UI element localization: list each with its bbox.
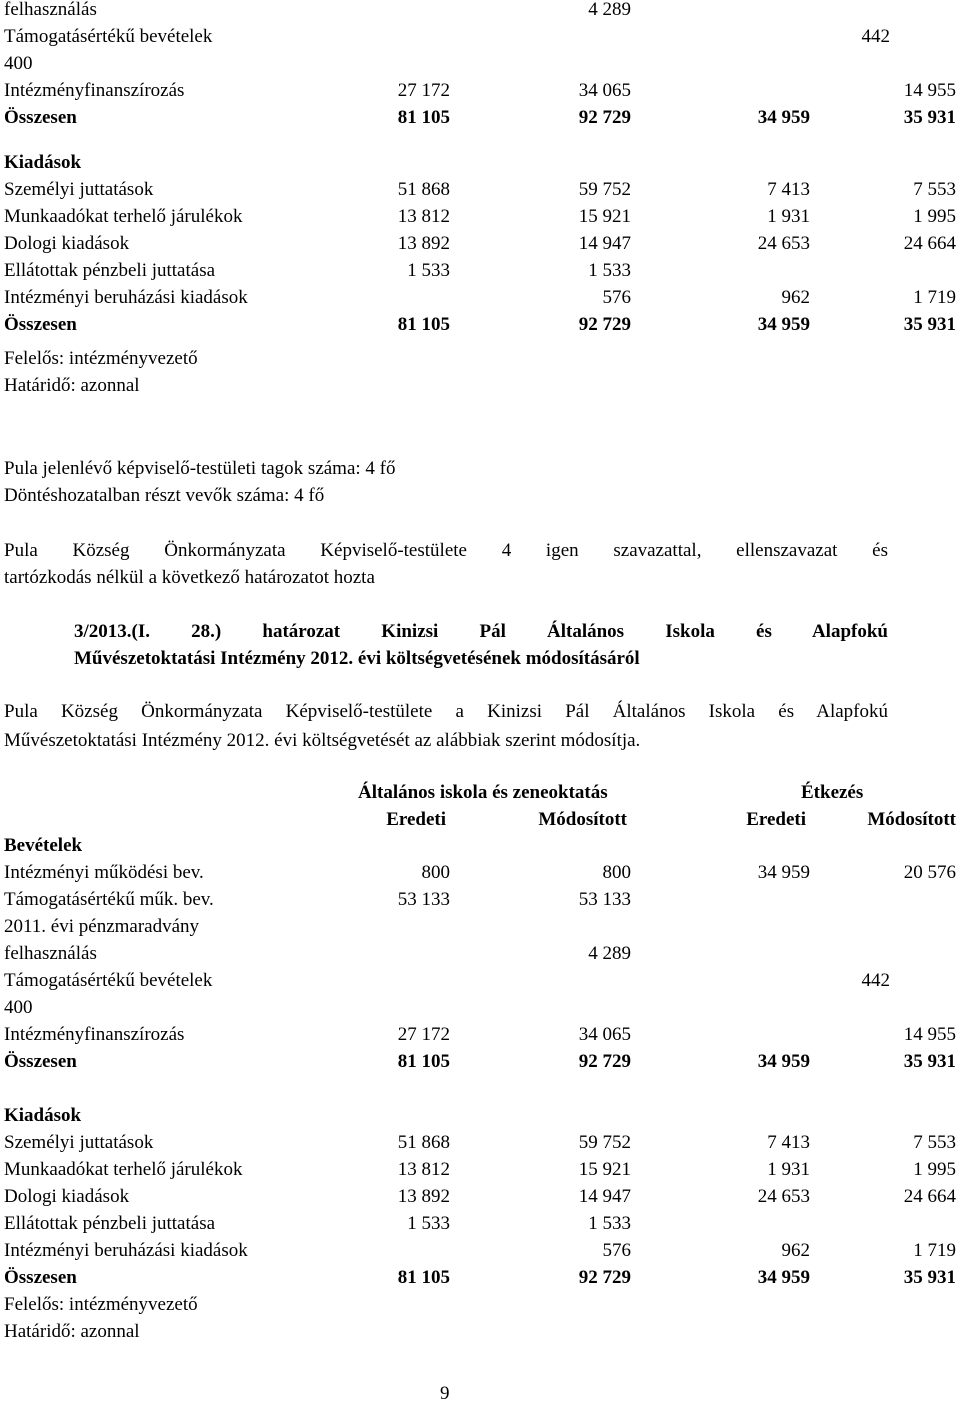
row-label: Ellátottak pénzbeli juttatása bbox=[4, 260, 216, 281]
resolution-body-line2: Művészetoktatási Intézmény 2012. évi költségvetését az alábbiak szerint módosítja. bbox=[4, 730, 641, 751]
cell-value: 81 105 bbox=[397, 1267, 450, 1288]
cell-value: 92 729 bbox=[578, 314, 631, 335]
resolution-title-line2: Művészetoktatási Intézmény 2012. évi költségvetésének módosításáról bbox=[74, 648, 640, 669]
cell-value: 15 921 bbox=[578, 1159, 631, 1180]
row-label: Támogatásértékű bevételek bbox=[4, 970, 213, 991]
table-row bbox=[4, 886, 956, 913]
cell-value: 92 729 bbox=[578, 1051, 631, 1072]
cell-value: 35 931 bbox=[903, 107, 956, 128]
cell-value: 24 653 bbox=[757, 1186, 810, 1207]
cell-value: 92 729 bbox=[578, 107, 631, 128]
cell-value: 34 065 bbox=[578, 80, 631, 101]
cell-value: 35 931 bbox=[903, 1267, 956, 1288]
cell-value: 7 413 bbox=[767, 179, 810, 200]
table-row bbox=[4, 1048, 956, 1075]
deadline-line: Határidő: azonnal bbox=[4, 375, 140, 396]
page-number: 9 bbox=[440, 1383, 450, 1404]
cell-value: 59 752 bbox=[578, 179, 631, 200]
cell-value: 27 172 bbox=[397, 1024, 450, 1045]
cell-value: 14 947 bbox=[578, 1186, 631, 1207]
cell-value: 13 812 bbox=[397, 1159, 450, 1180]
cell-value: 1 719 bbox=[913, 287, 956, 308]
row-label: 400 bbox=[4, 997, 33, 1018]
table-row bbox=[4, 1129, 956, 1156]
cell-value: 24 664 bbox=[903, 233, 956, 254]
cell-value: 7 413 bbox=[767, 1132, 810, 1153]
cell-value: 34 065 bbox=[578, 1024, 631, 1045]
row-label: Kiadások bbox=[4, 152, 82, 173]
table-row bbox=[4, 149, 956, 176]
row-label: Intézményfinanszírozás bbox=[4, 80, 185, 101]
cell-value: 35 931 bbox=[903, 1051, 956, 1072]
table-row bbox=[4, 1156, 956, 1183]
row-label: Személyi juttatások bbox=[4, 179, 154, 200]
row-label: Munkaadókat terhelő járulékok bbox=[4, 206, 243, 227]
responsible-line: Felelős: intézményvezető bbox=[4, 1294, 198, 1315]
table-row bbox=[4, 0, 956, 23]
table-row bbox=[4, 23, 956, 50]
cell-value: 51 868 bbox=[397, 1132, 450, 1153]
cell-value: 35 931 bbox=[903, 314, 956, 335]
cell-value: 962 bbox=[781, 287, 810, 308]
cell-value: 1 931 bbox=[767, 206, 810, 227]
cell-value: 92 729 bbox=[578, 1267, 631, 1288]
cell-value: 13 812 bbox=[397, 206, 450, 227]
row-label: Intézményi működési bev. bbox=[4, 862, 204, 883]
attendance-present: Pula jelenlévő képviselő-testületi tagok száma: 4 fő bbox=[4, 458, 396, 479]
row-label: Támogatásértékű műk. bev. bbox=[4, 889, 214, 910]
cell-value: 1 995 bbox=[913, 1159, 956, 1180]
vote-statement-line1: Pula Község Önkormányzata Képviselő-testülete 4 igen szavazattal, ellenszavazat és bbox=[4, 540, 888, 561]
group-header-school: Általános iskola és zeneoktatás bbox=[358, 782, 608, 803]
cell-value: 7 553 bbox=[913, 179, 956, 200]
deadline-line: Határidő: azonnal bbox=[4, 1321, 140, 1342]
row-label: felhasználás bbox=[4, 943, 97, 964]
cell-value: 1 533 bbox=[588, 260, 631, 281]
cell-value: 34 959 bbox=[757, 1267, 810, 1288]
cell-value: 20 576 bbox=[903, 862, 956, 883]
cell-value: 24 664 bbox=[903, 1186, 956, 1207]
cell-value: 4 289 bbox=[588, 0, 631, 20]
col-header-modified-1: Módosított bbox=[538, 809, 627, 830]
cell-value: 576 bbox=[602, 287, 631, 308]
attendance-voting: Döntéshozatalban részt vevők száma: 4 fő bbox=[4, 485, 325, 506]
col-header-original-1: Eredeti bbox=[386, 809, 446, 830]
row-label: Intézményi beruházási kiadások bbox=[4, 287, 248, 308]
cell-value: 1 533 bbox=[407, 260, 450, 281]
row-label: Támogatásértékű bevételek bbox=[4, 26, 213, 47]
cell-value: 800 bbox=[421, 862, 450, 883]
row-label: Dologi kiadások bbox=[4, 233, 130, 254]
row-label: Munkaadókat terhelő járulékok bbox=[4, 1159, 243, 1180]
row-label: Dologi kiadások bbox=[4, 1186, 130, 1207]
table-row bbox=[4, 311, 956, 338]
row-label: Intézményi beruházási kiadások bbox=[4, 1240, 248, 1261]
cell-value: 14 955 bbox=[903, 80, 956, 101]
table-row bbox=[4, 913, 956, 940]
table-row bbox=[4, 257, 956, 284]
cell-value: 14 947 bbox=[578, 233, 631, 254]
cell-value: 34 959 bbox=[757, 314, 810, 335]
cell-value: 576 bbox=[602, 1240, 631, 1261]
cell-value: 13 892 bbox=[397, 1186, 450, 1207]
col-header-original-2: Eredeti bbox=[746, 809, 806, 830]
cell-value: 13 892 bbox=[397, 233, 450, 254]
table-row bbox=[4, 859, 956, 886]
table-row bbox=[4, 1210, 956, 1237]
cell-value: 962 bbox=[781, 1240, 810, 1261]
resolution-body-line1: Pula Község Önkormányzata Képviselő-testülete a Kinizsi Pál Általános Iskola és Alapfokú bbox=[4, 701, 888, 722]
responsible-line: Felelős: intézményvezető bbox=[4, 348, 198, 369]
table-row bbox=[4, 284, 956, 311]
cell-value: 34 959 bbox=[757, 107, 810, 128]
cell-value: 81 105 bbox=[397, 1051, 450, 1072]
cell-value: 4 289 bbox=[588, 943, 631, 964]
table-row bbox=[4, 203, 956, 230]
cell-value: 14 955 bbox=[903, 1024, 956, 1045]
row-label: Összesen bbox=[4, 1051, 77, 1072]
table-row bbox=[4, 104, 956, 131]
table-row bbox=[4, 1264, 956, 1291]
table-row bbox=[4, 230, 956, 257]
cell-value: 1 533 bbox=[407, 1213, 450, 1234]
group-header-catering: Étkezés bbox=[801, 782, 864, 803]
row-label: 2011. évi pénzmaradvány bbox=[4, 916, 200, 937]
row-label: felhasználás bbox=[4, 0, 97, 20]
cell-value: 51 868 bbox=[397, 179, 450, 200]
table-row bbox=[4, 994, 956, 1021]
row-label: Személyi juttatások bbox=[4, 1132, 154, 1153]
cell-value: 1 931 bbox=[767, 1159, 810, 1180]
cell-value: 53 133 bbox=[397, 889, 450, 910]
cell-value: 1 995 bbox=[913, 206, 956, 227]
table-row bbox=[4, 176, 956, 203]
table-row bbox=[4, 1183, 956, 1210]
cell-value: 15 921 bbox=[578, 206, 631, 227]
cell-value: 34 959 bbox=[757, 862, 810, 883]
resolution-title-line1: 3/2013.(I. 28.) határozat Kinizsi Pál Általános Iskola és Alapfokú bbox=[74, 621, 888, 642]
cell-value: 7 553 bbox=[913, 1132, 956, 1153]
row-label: Összesen bbox=[4, 1267, 77, 1288]
cell-value: 1 719 bbox=[913, 1240, 956, 1261]
cell-value: 442 bbox=[861, 26, 890, 47]
table-row bbox=[4, 832, 956, 859]
table-row bbox=[4, 77, 956, 104]
table-row bbox=[4, 940, 956, 967]
col-header-modified-2: Módosított bbox=[867, 809, 956, 830]
cell-value: 81 105 bbox=[397, 314, 450, 335]
row-label: Összesen bbox=[4, 314, 77, 335]
cell-value: 1 533 bbox=[588, 1213, 631, 1234]
row-label: Ellátottak pénzbeli juttatása bbox=[4, 1213, 216, 1234]
cell-value: 81 105 bbox=[397, 107, 450, 128]
table-row bbox=[4, 50, 956, 77]
cell-value: 27 172 bbox=[397, 80, 450, 101]
table-row bbox=[4, 1021, 956, 1048]
row-label: 400 bbox=[4, 53, 33, 74]
row-label: Összesen bbox=[4, 107, 77, 128]
vote-statement-line2: tartózkodás nélkül a következő határozatot hozta bbox=[4, 567, 375, 588]
table-row bbox=[4, 1102, 956, 1129]
cell-value: 53 133 bbox=[578, 889, 631, 910]
cell-value: 24 653 bbox=[757, 233, 810, 254]
row-label: Bevételek bbox=[4, 835, 83, 856]
cell-value: 59 752 bbox=[578, 1132, 631, 1153]
table-row bbox=[4, 967, 956, 994]
cell-value: 442 bbox=[861, 970, 890, 991]
cell-value: 800 bbox=[602, 862, 631, 883]
row-label: Kiadások bbox=[4, 1105, 82, 1126]
cell-value: 34 959 bbox=[757, 1051, 810, 1072]
row-label: Intézményfinanszírozás bbox=[4, 1024, 185, 1045]
table-row bbox=[4, 1237, 956, 1264]
